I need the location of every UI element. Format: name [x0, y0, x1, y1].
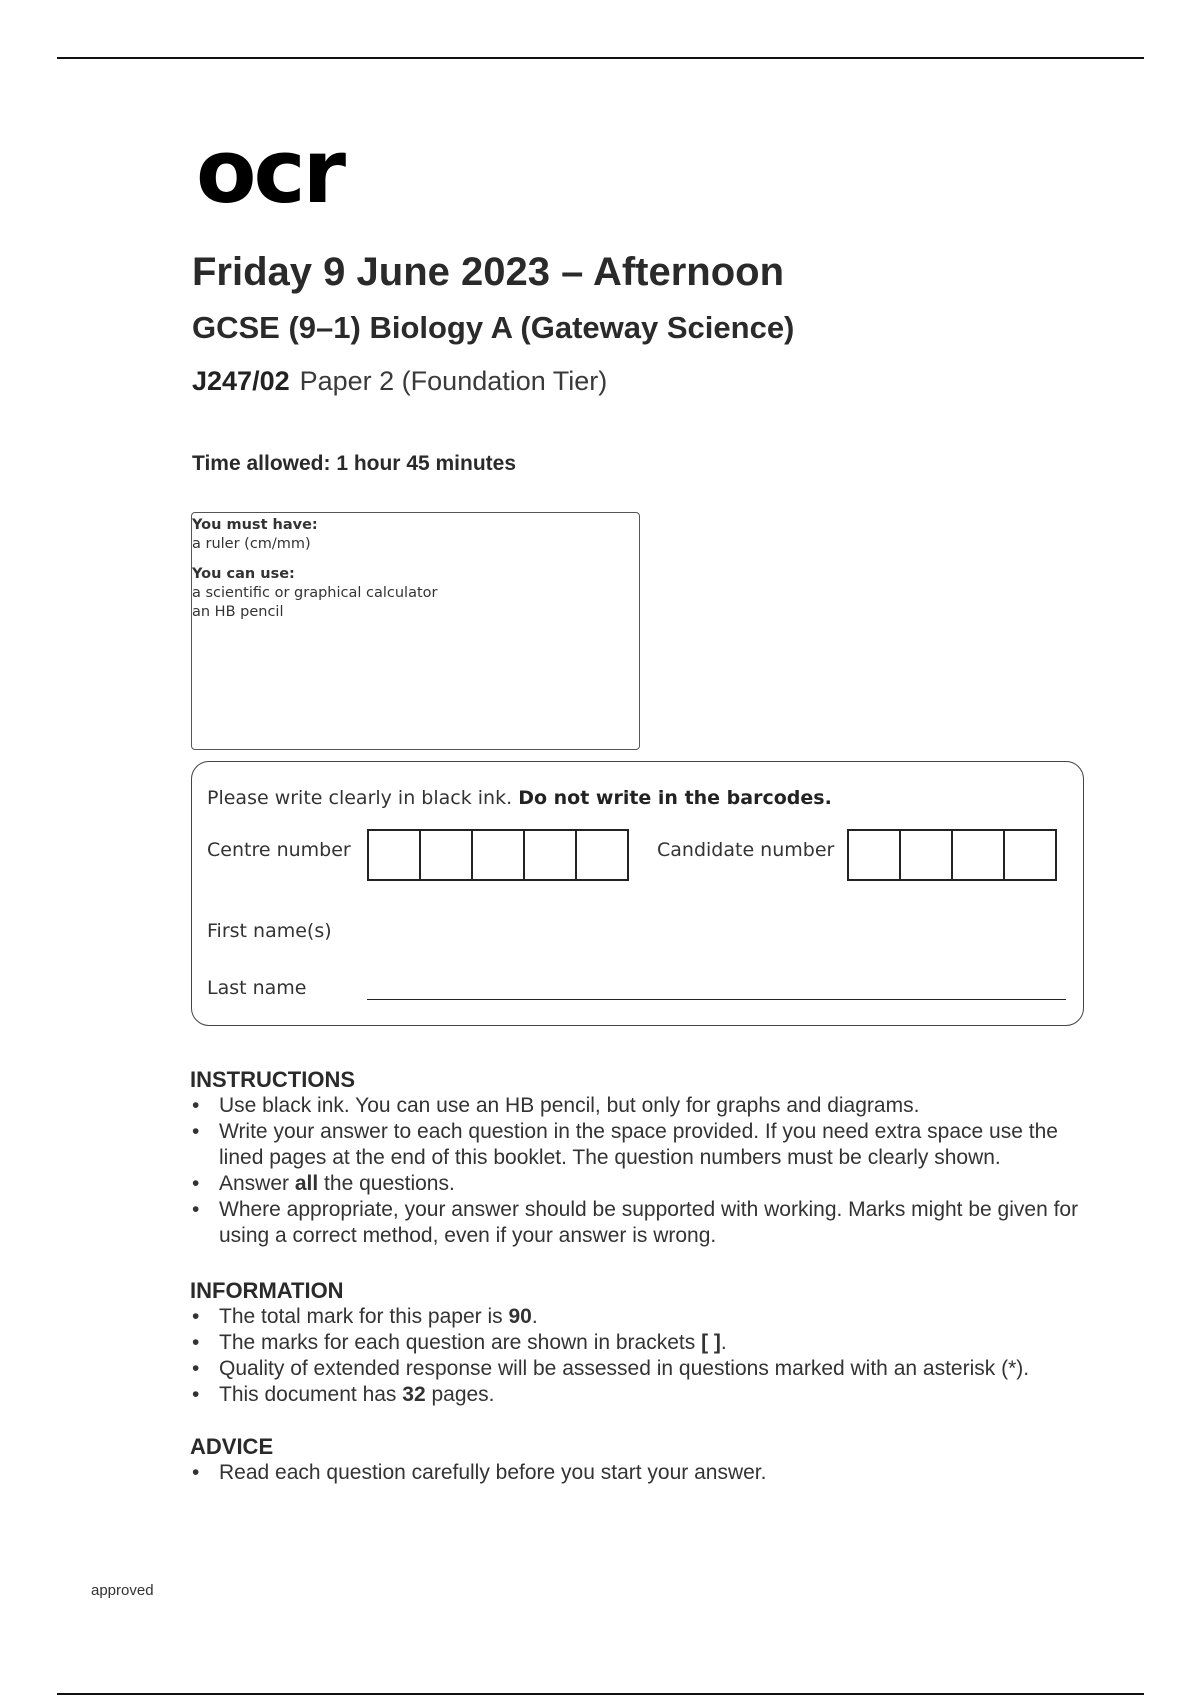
advice-list: [190, 1460, 1090, 1486]
paper-code: J247/02: [192, 366, 290, 396]
list-item: • Where appropriate, your answer should be supported with working. Marks might be given for using a correct method, even if your answer is wrong.: [190, 1197, 1090, 1249]
approved-label: approved: [91, 1582, 154, 1599]
last-name-label: Last name: [207, 977, 307, 999]
first-name-label: First name(s): [207, 920, 332, 942]
bold-text: [ ]: [701, 1331, 721, 1354]
centre-number-digit-box[interactable]: [523, 829, 577, 881]
list-item: • Read each question carefully before you start your answer.: [190, 1460, 1090, 1486]
intro-bold-text: Do not write in the barcodes.: [518, 787, 832, 809]
candidate-number-label: Candidate number: [657, 839, 835, 861]
list-item: • This document has 32 pages.: [190, 1382, 1090, 1408]
centre-number-digit-box[interactable]: [367, 829, 421, 881]
instructions-heading: INSTRUCTIONS: [190, 1067, 355, 1092]
top-rule: [57, 57, 1144, 59]
time-allowed: Time allowed: 1 hour 45 minutes: [192, 452, 517, 475]
list-item: • Quality of extended response will be assessed in questions marked with an asterisk (*).: [190, 1356, 1090, 1382]
bold-text: all: [294, 1172, 319, 1195]
list-item: • Use black ink. You can use an HB pencil, but only for graphs and diagrams.: [190, 1093, 1090, 1119]
paper-title: Paper 2 (Foundation Tier): [299, 366, 608, 396]
equipment-box: [191, 512, 640, 750]
list-item: • Answer all the questions.: [190, 1171, 1090, 1197]
ocr-logo: ocr: [196, 120, 344, 223]
candidate-number-digit-box[interactable]: [847, 829, 901, 881]
advice-heading: ADVICE: [190, 1434, 274, 1459]
bottom-rule: [57, 1693, 1144, 1695]
list-item: • Write your answer to each question in the space provided. If you need extra space use the lined pages at the end of this booklet. The question numbers must be clearly shown.: [190, 1119, 1090, 1171]
candidate-number-digit-box[interactable]: [899, 829, 953, 881]
can-use-heading: You can use:: [192, 566, 295, 582]
candidate-number-digit-box[interactable]: [1003, 829, 1057, 881]
candidate-details-box: [191, 761, 1084, 1026]
paper-line: [192, 366, 607, 397]
last-name-field[interactable]: [367, 999, 1066, 1000]
centre-number-digit-box[interactable]: [419, 829, 473, 881]
centre-number-digit-box[interactable]: [575, 829, 629, 881]
must-have-item: a ruler (cm/mm): [192, 536, 311, 552]
exam-subject: GCSE (9–1) Biology A (Gateway Science): [192, 310, 795, 345]
centre-number-field[interactable]: [367, 829, 629, 881]
candidate-box-intro: [207, 787, 832, 809]
intro-text: Please write clearly in black ink.: [207, 787, 513, 809]
information-heading: INFORMATION: [190, 1278, 344, 1303]
candidate-number-digit-box[interactable]: [951, 829, 1005, 881]
centre-number-label: Centre number: [207, 839, 351, 861]
exam-date: Friday 9 June 2023 – Afternoon: [192, 250, 785, 294]
list-item: • The marks for each question are shown in brackets [ ].: [190, 1330, 1090, 1356]
can-use-item: a scientific or graphical calculator: [192, 585, 438, 601]
centre-number-digit-box[interactable]: [471, 829, 525, 881]
can-use-item: an HB pencil: [192, 604, 284, 620]
list-item: • The total mark for this paper is 90.: [190, 1304, 1090, 1330]
must-have-heading: You must have:: [192, 517, 318, 533]
instructions-list: [190, 1093, 1090, 1249]
information-list: [190, 1304, 1090, 1408]
candidate-number-field[interactable]: [847, 829, 1057, 881]
bold-text: 32: [402, 1383, 426, 1406]
bold-text: 90: [508, 1305, 532, 1328]
